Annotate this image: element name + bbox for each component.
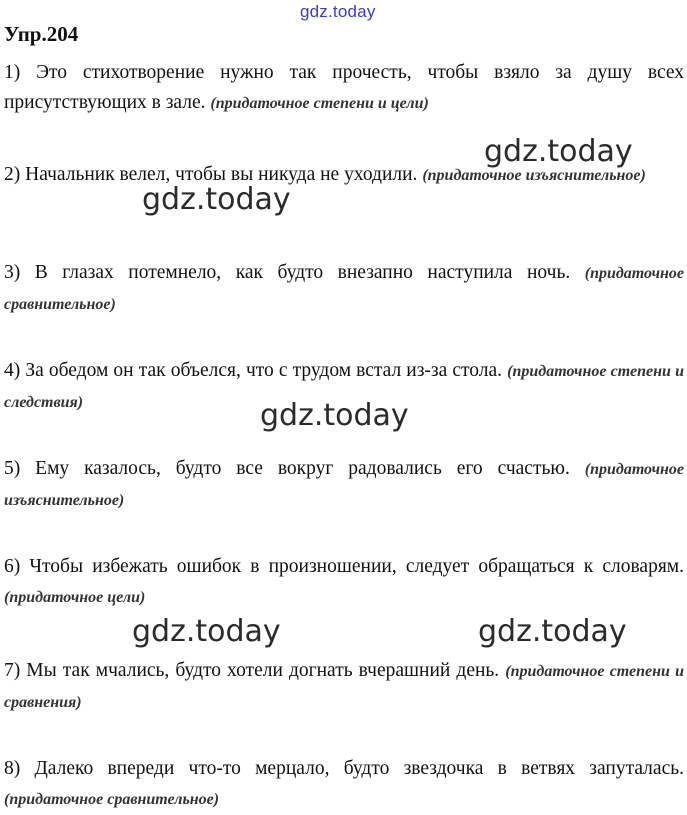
clause-note: (придаточное изъяснительное) [4, 461, 685, 509]
clause-note: (придаточное изъяснительное) [422, 167, 646, 184]
sentence-text: 1) Это стихотворение нужно так прочесть, чтобы взяло за душу всех присутствующих в зале. [4, 62, 684, 113]
clause-note: (придаточное степени и сравнения) [4, 663, 684, 711]
sentence-text: 7) Мы так мчались, будто хотели догнать вчерашний день. [4, 660, 500, 681]
watermark: gdz.today [132, 614, 281, 649]
sentence-text: 5) Ему казалось, будто все вокруг радовались его счастью. [4, 458, 570, 479]
clause-note: (придаточное степени и цели) [210, 95, 429, 112]
clause-note: (придаточное сравнительное) [4, 265, 684, 313]
list-item-1 [4, 58, 684, 119]
clause-note: (придаточное сравнительное) [4, 791, 220, 808]
sentence-text: 6) Чтобы избежать ошибок в произношении, следует обращаться к словарям. [4, 556, 684, 577]
watermark: gdz.today [478, 614, 627, 649]
clause-note: (придаточное цели) [4, 589, 146, 606]
watermark: gdz.today [142, 182, 291, 217]
sentence-text: 2) Начальник велел, чтобы вы никуда не уходили. [4, 164, 418, 185]
sentence-text: 8) Далеко впереди что-то мерцало, будто звездочка в ветвях запуталась. [4, 758, 684, 779]
list-item-7 [4, 656, 684, 718]
sentence-text: 4) За обедом он так объелся, что с трудом встал из-за стола. [4, 360, 503, 381]
watermark-top: gdz.today [300, 2, 376, 21]
sentence-text: 3) В глазах потемнело, как будто внезапно наступила ночь. [4, 262, 571, 283]
list-item-5 [4, 454, 684, 516]
list-item-3 [4, 258, 684, 320]
exercise-title: Упр.204 [4, 22, 79, 46]
watermark: gdz.today [260, 398, 409, 433]
list-item-6 [4, 552, 684, 613]
watermark: gdz.today [484, 134, 633, 169]
clause-note: (придаточное степени и следствия) [4, 363, 685, 411]
